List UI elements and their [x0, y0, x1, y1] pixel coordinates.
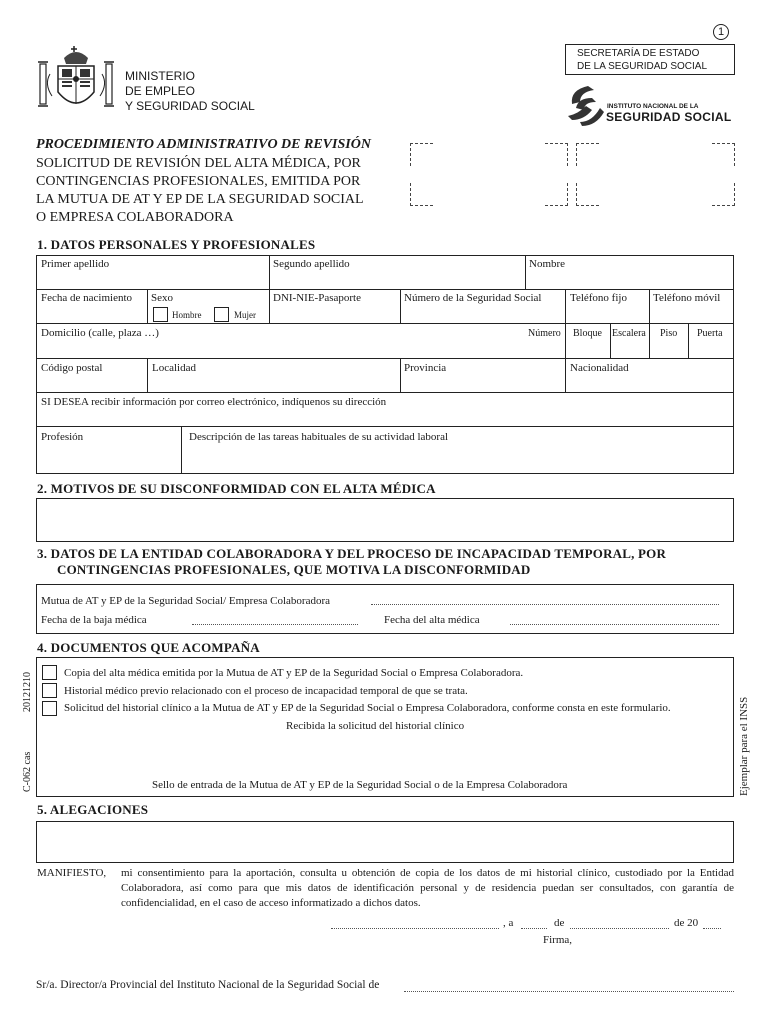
- domicilio-field[interactable]: Domicilio (calle, plaza …): [41, 327, 159, 339]
- fecha-nacimiento-field[interactable]: Fecha de nacimiento: [41, 292, 133, 304]
- form-code-date: 20121210: [22, 672, 33, 712]
- fecha-baja-label: Fecha de la baja médica: [41, 614, 147, 626]
- section-1-title: 1. DATOS PERSONALES Y PROFESIONALES: [37, 237, 316, 252]
- ministry-name: [125, 69, 255, 114]
- firma-label: Firma,: [543, 934, 573, 946]
- manifiesto-line-1: mi consentimiento para la aportación, consulta u obtención de copia de los datos de mi historial clínico, custodiado por la Entidad: [121, 867, 734, 879]
- inss-logo-small: INSTITUTO NACIONAL DE LA: [607, 103, 699, 110]
- form-title-line-2: CONTINGENCIAS PROFESIONALES, EMITIDA POR: [36, 174, 361, 189]
- fecha-baja-input[interactable]: [192, 624, 358, 625]
- nombre-field[interactable]: Nombre: [529, 258, 566, 270]
- email-field[interactable]: SI DESEA recibir información por correo electrónico, indíquenos su dirección: [41, 396, 387, 408]
- profesion-field[interactable]: Profesión: [41, 431, 84, 443]
- localidad-field[interactable]: Localidad: [152, 362, 196, 374]
- inss-logo-icon: [566, 82, 606, 126]
- day-input[interactable]: [521, 928, 547, 929]
- hombre-checkbox[interactable]: [153, 307, 168, 322]
- manifiesto-label: MANIFIESTO,: [37, 867, 107, 879]
- section-3-box: [36, 584, 734, 634]
- fecha-alta-label: Fecha del alta médica: [384, 614, 480, 626]
- descripcion-field[interactable]: Descripción de las tareas habituales de su actividad laboral: [189, 431, 449, 443]
- procedure-title: PROCEDIMIENTO ADMINISTRATIVO DE REVISIÓN: [36, 137, 371, 152]
- director-label: Sr/a. Director/a Provincial del Instituto Nacional de la Seguridad Social de: [36, 979, 380, 991]
- bloque-field[interactable]: Bloque: [573, 328, 602, 339]
- provincia-destino-input[interactable]: [404, 991, 734, 992]
- form-title-line-3: LA MUTUA DE AT Y EP DE LA SEGURIDAD SOCIAL: [36, 192, 364, 207]
- ministry-line-2: DE EMPLEO: [125, 84, 196, 98]
- telefono-movil-field[interactable]: Teléfono móvil: [653, 292, 721, 304]
- ministry-line-3: Y SEGURIDAD SOCIAL: [125, 99, 255, 113]
- section-5-title: 5. ALEGACIONES: [37, 802, 149, 817]
- section-3-title-line-2: CONTINGENCIAS PROFESIONALES, QUE MOTIVA LA DISCONFORMIDAD: [57, 562, 531, 577]
- place-input[interactable]: [331, 928, 499, 929]
- manifiesto-text: [121, 866, 734, 911]
- section-4-title: 4. DOCUMENTOS QUE ACOMPAÑA: [37, 640, 260, 655]
- hombre-label: Hombre: [172, 310, 202, 320]
- comma-a-label: , a: [503, 917, 514, 929]
- manifiesto-line-3: confidencialidad, en el caso de acceso informatizado a dichos datos.: [121, 897, 421, 909]
- fecha-alta-input[interactable]: [510, 624, 719, 625]
- section-3-title: [37, 546, 666, 578]
- ministry-line-1: MINISTERIO: [125, 69, 196, 83]
- page-number: 1: [713, 24, 729, 40]
- mujer-label: Mujer: [234, 310, 256, 320]
- piso-field[interactable]: Piso: [660, 328, 678, 339]
- secretaria-line-2: DE LA SEGURIDAD SOCIAL: [577, 61, 708, 72]
- year-input[interactable]: [703, 928, 721, 929]
- mutua-input[interactable]: [371, 604, 719, 605]
- dni-field[interactable]: DNI-NIE-Pasaporte: [273, 292, 361, 304]
- secretaria-line-1: SECRETARÍA DE ESTADO: [577, 48, 700, 59]
- escalera-field[interactable]: Escalera: [612, 328, 646, 339]
- alegaciones-textarea[interactable]: [36, 821, 734, 863]
- section-2-title: 2. MOTIVOS DE SU DISCONFORMIDAD CON EL ALTA MÉDICA: [37, 481, 436, 496]
- puerta-field[interactable]: Puerta: [697, 328, 723, 339]
- manifiesto-line-2: Colaboradora, así como para que mis datos de identificación personal y de residencia puedan ser consultados, con garantía de: [121, 882, 734, 894]
- form-title: [36, 155, 364, 227]
- segundo-apellido-field[interactable]: Segundo apellido: [273, 258, 350, 270]
- coat-of-arms-icon: [36, 44, 116, 120]
- provincia-field[interactable]: Provincia: [404, 362, 447, 374]
- secretaria-box: [565, 44, 735, 75]
- copy-label: Ejemplar para el INSS: [738, 696, 750, 796]
- doc1-checkbox[interactable]: [42, 665, 57, 680]
- doc3-checkbox[interactable]: [42, 701, 57, 716]
- form-title-line-1: SOLICITUD DE REVISIÓN DEL ALTA MÉDICA, POR: [36, 156, 361, 171]
- doc2-label: Historial médico previo relacionado con el proceso de incapacidad temporal de que se trata.: [64, 685, 468, 697]
- form-title-line-4: O EMPRESA COLABORADORA: [36, 210, 234, 225]
- telefono-fijo-field[interactable]: Teléfono fijo: [570, 292, 627, 304]
- codigo-postal-field[interactable]: Código postal: [41, 362, 103, 374]
- nss-field[interactable]: Número de la Seguridad Social: [404, 292, 542, 304]
- inss-logo-big: SEGURIDAD SOCIAL: [606, 110, 732, 124]
- primer-apellido-field[interactable]: Primer apellido: [41, 258, 110, 270]
- doc1-label: Copia del alta médica emitida por la Mutua de AT y EP de la Seguridad Social o Empresa Colaboradora.: [64, 667, 524, 679]
- numero-field[interactable]: Número: [528, 328, 561, 339]
- doc3-label: Solicitud del historial clínico a la Mutua de AT y EP de la Seguridad Social o Empresa Colaboradora, conforme consta en este formulario.: [64, 702, 671, 714]
- section-3-title-line-1: 3. DATOS DE LA ENTIDAD COLABORADORA Y DEL PROCESO DE INCAPACIDAD TEMPORAL, POR: [37, 546, 667, 561]
- nacionalidad-field[interactable]: Nacionalidad: [570, 362, 629, 374]
- de20-label: de 20: [674, 917, 699, 929]
- doc2-checkbox[interactable]: [42, 683, 57, 698]
- sexo-label: Sexo: [151, 292, 173, 304]
- motivos-textarea[interactable]: [36, 498, 734, 542]
- mujer-checkbox[interactable]: [214, 307, 229, 322]
- form-code: C-062 cas: [22, 751, 33, 792]
- month-input[interactable]: [570, 928, 669, 929]
- mutua-label: Mutua de AT y EP de la Seguridad Social/ Empresa Colaboradora: [41, 595, 330, 607]
- sello-label: Sello de entrada de la Mutua de AT y EP de la Seguridad Social o de la Empresa Colaboradora: [152, 779, 568, 791]
- de-label: de: [554, 917, 565, 929]
- recibida-label: Recibida la solicitud del historial clínico: [286, 720, 465, 732]
